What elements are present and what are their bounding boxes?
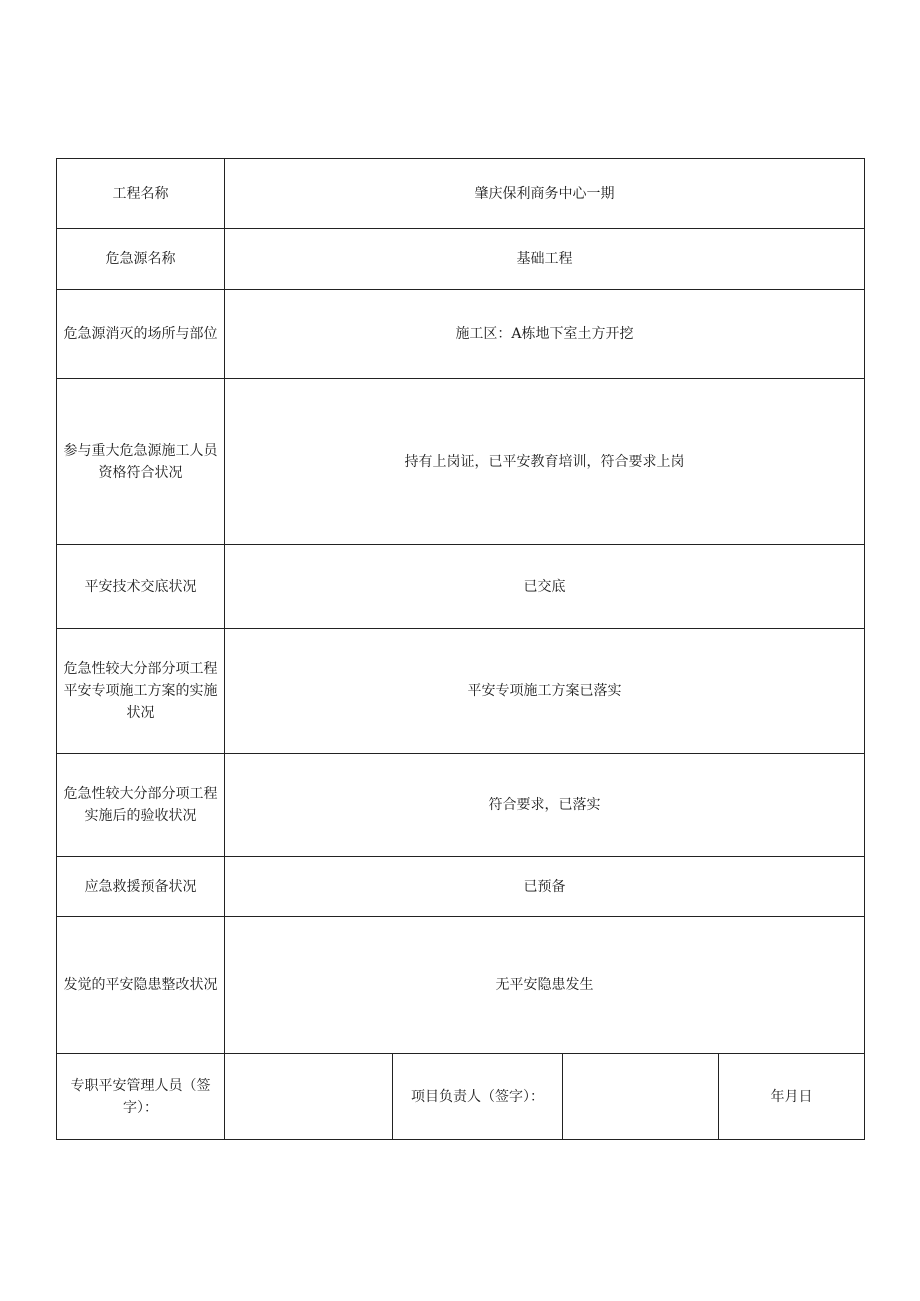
label-personnel-qualification: 参与重大危急源施工人员资格符合状况	[57, 379, 225, 545]
row-signatures	[57, 1054, 865, 1140]
label-acceptance-status: 危急性较大分部分项工程实施后的验收状况	[57, 754, 225, 857]
row-safety-briefing	[57, 545, 865, 629]
label-special-plan: 危急性较大分部分项工程平安专项施工方案的实施状况	[57, 629, 225, 754]
value-personnel-qualification: 持有上岗证，已平安教育培训，符合要求上岗	[225, 379, 865, 545]
label-safety-briefing: 平安技术交底状况	[57, 545, 225, 629]
row-hazard-location	[57, 290, 865, 379]
safety-officer-signature-field[interactable]	[225, 1054, 393, 1140]
row-emergency-prep	[57, 857, 865, 917]
value-project-name: 肇庆保利商务中心一期	[225, 159, 865, 229]
row-hazard-rectification	[57, 917, 865, 1054]
row-hazard-name	[57, 229, 865, 290]
value-hazard-rectification: 无平安隐患发生	[225, 917, 865, 1054]
value-hazard-name: 基础工程	[225, 229, 865, 290]
row-acceptance-status	[57, 754, 865, 857]
safety-officer-label: 专职平安管理人员（签字）：	[57, 1054, 225, 1140]
value-hazard-location: 施工区：A栋地下室土方开挖	[225, 290, 865, 379]
label-project-name: 工程名称	[57, 159, 225, 229]
label-hazard-location: 危急源消灭的场所与部位	[57, 290, 225, 379]
hazard-inspection-table	[56, 158, 865, 1140]
label-hazard-name: 危急源名称	[57, 229, 225, 290]
value-emergency-prep: 已预备	[225, 857, 865, 917]
date-field[interactable]: 年月日	[719, 1054, 865, 1140]
label-emergency-prep: 应急救援预备状况	[57, 857, 225, 917]
row-project-name	[57, 159, 865, 229]
label-hazard-rectification: 发觉的平安隐患整改状况	[57, 917, 225, 1054]
row-special-plan	[57, 629, 865, 754]
project-leader-label: 项目负责人（签字）：	[393, 1054, 563, 1140]
value-safety-briefing: 已交底	[225, 545, 865, 629]
project-leader-signature-field[interactable]	[563, 1054, 719, 1140]
value-special-plan: 平安专项施工方案已落实	[225, 629, 865, 754]
row-personnel-qualification	[57, 379, 865, 545]
value-acceptance-status: 符合要求，已落实	[225, 754, 865, 857]
